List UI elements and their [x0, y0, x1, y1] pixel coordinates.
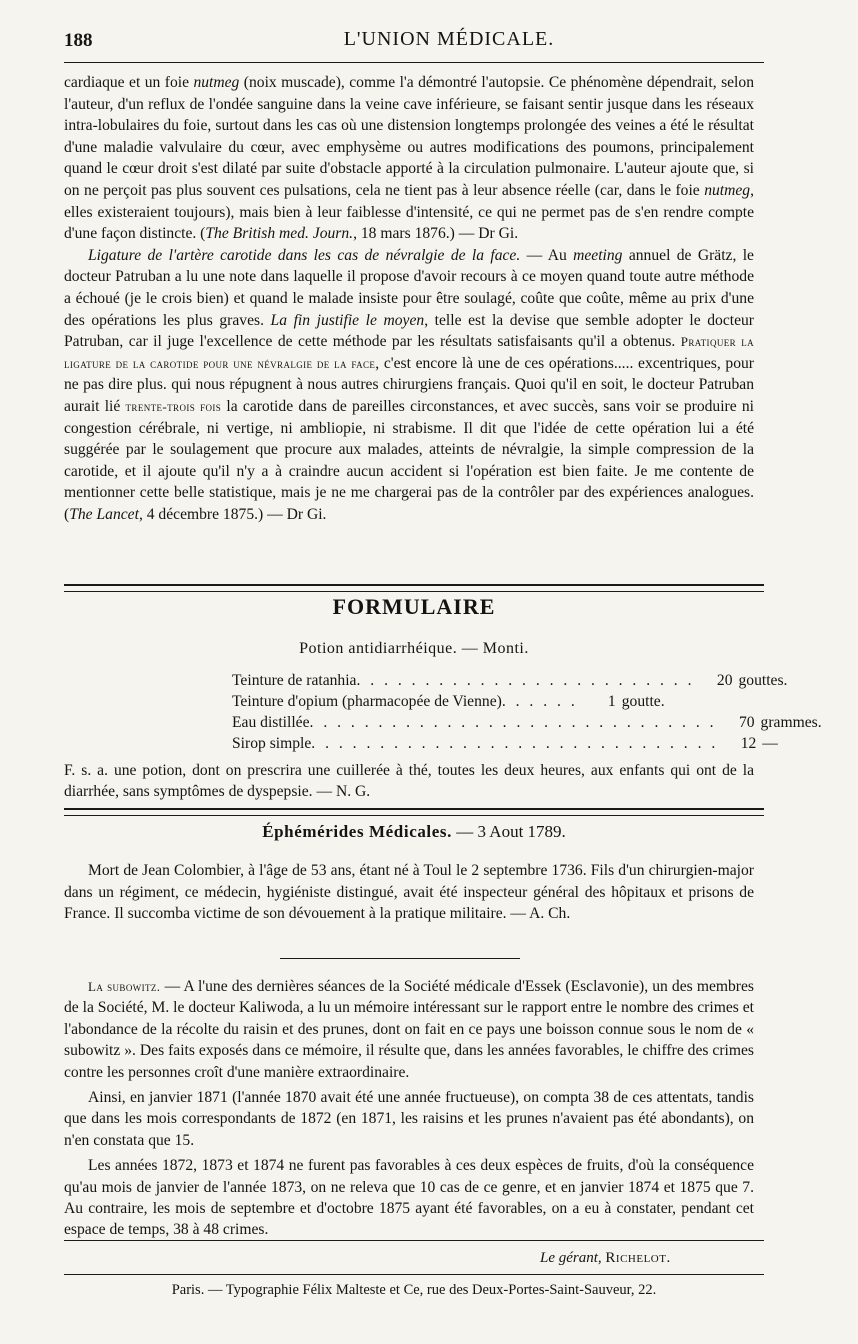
page-header: [64, 26, 764, 63]
article-body: [64, 72, 754, 525]
recipe-row: Eau distillée . . . . . . . . . . . . . . . . . . . . . . . . . . . . . . 70 grammes.: [232, 714, 822, 731]
prescription-note: F. s. a. une potion, dont on prescrira une cuillerée à thé, toutes les deux heures, aux enfants qui ont de la diarrhée, sans symptômes de dyspepsie. — N. G.: [64, 762, 754, 800]
running-title: L'UNION MÉDICALE.: [343, 28, 555, 50]
footer-divider: [64, 1274, 764, 1275]
article-heading: La subowitz.: [88, 979, 161, 994]
ephemerides-title: Éphémérides Médicales. — 3 Aout 1789.: [262, 822, 566, 841]
journal-citation: The Lancet: [69, 505, 139, 523]
recipe-list: [232, 670, 822, 754]
footer-divider: [64, 1240, 764, 1241]
potion-title: Potion antidiarrhéique. — Monti.: [299, 640, 529, 657]
journal-citation: The British med. Journ.: [205, 225, 354, 243]
formulaire-title: FORMULAIRE: [332, 594, 496, 619]
recipe-row: Teinture de ratanhia . . . . . . . . . . . . . . . . . . . . . . . . . 20 gouttes.: [232, 672, 788, 689]
motto: La fin justifie le moyen: [270, 311, 425, 329]
nutmeg-term: nutmeg: [704, 181, 751, 199]
recipe-row: Sirop simple . . . . . . . . . . . . . . . . . . . . . . . . . . . . . . 12 —: [232, 735, 778, 752]
section-divider: [64, 808, 764, 816]
page-number: 188: [64, 30, 93, 51]
short-divider: [280, 958, 520, 959]
nutmeg-term: nutmeg: [193, 74, 240, 91]
printer-imprint: Paris. — Typographie Félix Malteste et Ce, rue des Deux-Portes-Saint-Sauveur, 22.: [171, 1282, 657, 1298]
article-carotid-ligature: Ligature de l'artère carotide dans les cas de névralgie de la face. — Au meeting annuel de Grätz, le docteur Patruban a lu une note dans laquelle il propose d'avoir recours à ce moyen quand toute autre méthode a échoué (je le crois bien) et quand le malade insiste pour être soulagé, coûte que coûte, même au prix d'une des opérations les plus graves. La fin justifie le moyen, telle est la devise que semble adopter le docteur Patruban, car il juge l'excellence de cette méthode par les résultats satisfaisants qu'il a obtenus. Pratiquer la ligature de la carotide pour une névralgie de la face, c'est encore là une de ces opérations..... excentriques, pour ne pas dire plus. qui nous répugnent à nous autres chirurgiens français. Quoi qu'il en soit, le docteur Patruban aurait lié trente-trois fois la carotide dans de pareilles circonstances, et avec succès, sans voir se produire ni congestion cérébrale, ni vertige, ni ambliopie, ni strabisme. Il dit que l'idée de cette opération lui a été suggérée par le soulagement que procure aux malades, atteints de névralgie, la simple compression de la carotide, et il ajoute qu'il n'y a à craindre aucun accident si l'opération est bien faite. Je me contente de mentionner cette belle statistique, mais je ne me chargerai pas de la contrôler par des expériences analogues. (The Lancet, 4 décembre 1875.) — Dr Gi.: [64, 246, 755, 523]
article-nutmeg-liver: cardiaque et un foie nutmeg (noix muscade), comme l'a démontré l'autopsie. Ce phénomène dépendrait, selon l'auteur, d'un reflux de l'ondée sanguine dans la veine cave inférieure, se faisant sentir jusque dans les réseaux intra-lobulaires du foie, surtout dans les cas où une distension longtemps prolongée des veines a été le résultat d'une maladie valvulaire du cœur, avec emphysème ou autres modifications des poumons, principalement quand le cœur droit s'est dilaté par suite d'obstacle apporté à la circulation pulmonaire. L'auteur ajoute que, si on ne perçoit pas plus souvent ces pulsations, cela ne tient pas à leur absence réelle (car, dans le foie nutmeg, elles existeraient toujours), mais bien à leur faiblesse d'intensité, ce qui ne permet pas de s'en rendre compte d'une façon distincte. (The British med. Journ., 18 mars 1876.) — Dr Gi.: [64, 74, 754, 243]
small-caps-phrase: Pratiquer la ligature de la carotide pour une névralgie de la face: [64, 334, 755, 371]
small-caps-phrase: trente-trois fois: [125, 398, 222, 414]
subowitz-article: La subowitz. — A l'une des dernières séances de la Société médicale d'Essek (Esclavonie), un des membres de la Société, M. le docteur Kaliwoda, a lu un mémoire intéressant sur le rapport entre le nombre des crimes et l'abondance de la récolte du raisin et des prunes, dont on fait en ce pays une boisson connue sous le nom de « subowitz ». Des faits exposés dans ce mémoire, il résulte que, dans les années favorables, le chiffre des crimes contre les personnes croît d'une manière extraordinaire. Ainsi, en janvier 1871 (l'année 1870 avait été une année fructueuse), on compta 38 de ces attentats, tandis que dans les mois correspondants de 1872 (en 1871, les raisins et les prunes n'avaient pas été abondants), on n'en constata que 15. Les années 1872, 1873 et 1874 ne furent pas favorables à ces deux espèces de fruits, d'où la conséquence qu'au mois de janvier de l'année 1873, on ne releva que 10 cas de ce genre, et en janvier 1874 et 1875 que 7. Au contraire, les mois de septembre et d'octobre 1875 ayant été favorables, on a eu à constater, pendant cet espace de temps, 38 à 48 crimes.: [64, 978, 754, 1239]
ephemerides-text: Mort de Jean Colombier, à l'âge de 53 ans, étant né à Toul le 2 septembre 1736. Fils d'un chirurgien-major dans un régiment, ce médecin, hygiéniste distingué, avait été inspecteur général des hôpitaux et prisons de France. Il succomba victime de son dévouement à la pratique militaire. — A. Ch.: [64, 862, 754, 923]
article-title: Ligature de l'artère carotide dans les cas de névralgie de la face.: [88, 246, 521, 264]
section-divider: [64, 584, 764, 592]
gerant-signature: Le gérant, Richelot.: [540, 1250, 671, 1266]
recipe-row: Teinture d'opium (pharmacopée de Vienne) . . . . . . 1 goutte.: [232, 693, 665, 710]
